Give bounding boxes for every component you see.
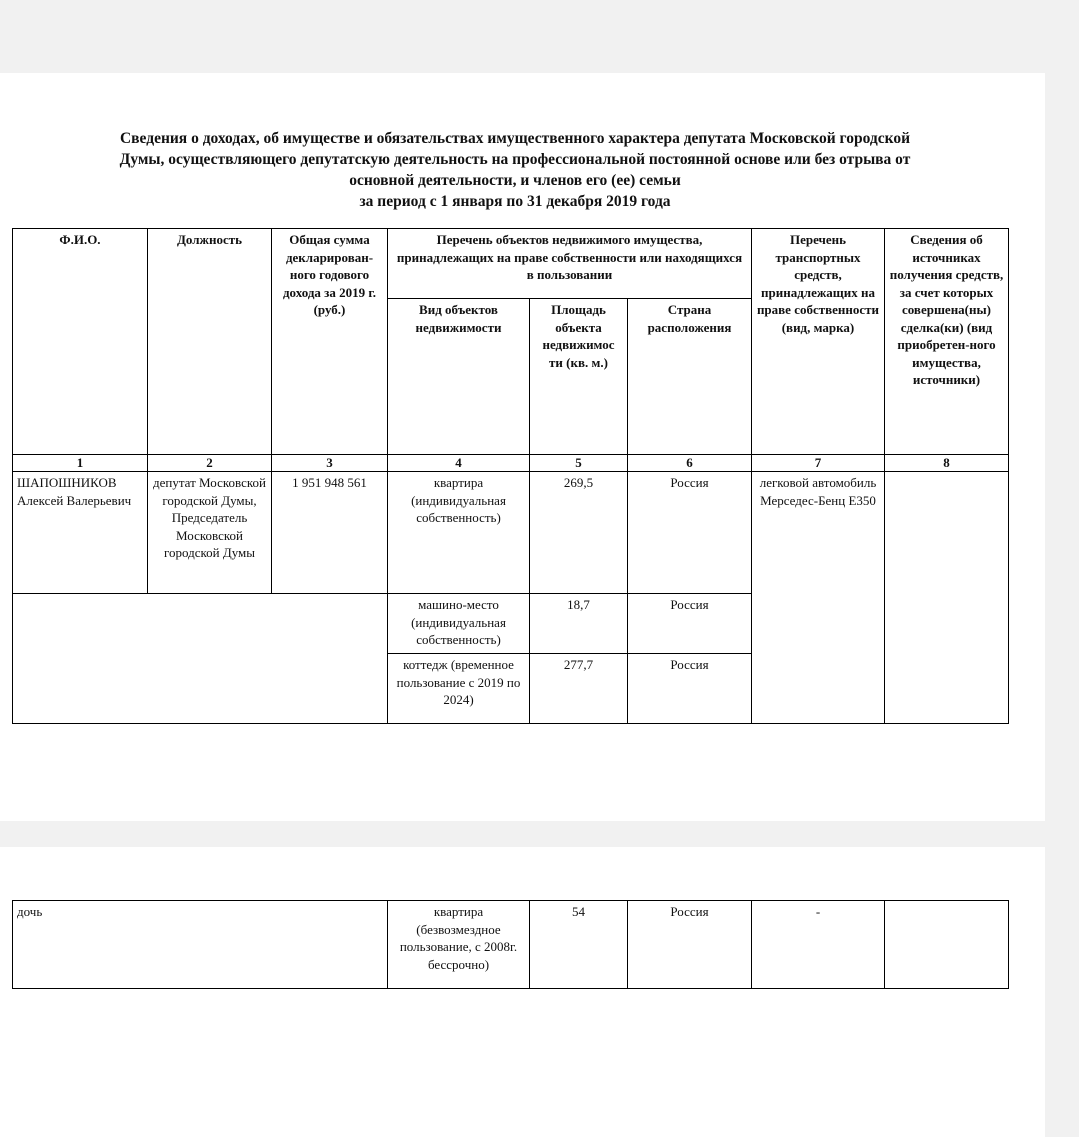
empty-cell — [13, 594, 388, 724]
header-row-1 — [13, 229, 1009, 299]
column-numbers-row — [13, 455, 1009, 472]
daughter-vehicle: - — [752, 901, 885, 989]
document-title — [30, 128, 1000, 212]
daughter-relation: дочь — [13, 901, 388, 989]
column-number: 5 — [530, 455, 628, 472]
realty-area: 54 — [530, 901, 628, 989]
column-number: 2 — [148, 455, 272, 472]
column-number: 7 — [752, 455, 885, 472]
document-page-1 — [0, 73, 1045, 821]
declaration-table — [12, 228, 1009, 724]
deputy-sources — [885, 472, 1009, 724]
column-number: 6 — [628, 455, 752, 472]
table-row — [13, 472, 1009, 594]
realty-type: коттедж (временное пользование с 2019 по 2024) — [388, 654, 530, 724]
realty-country: Россия — [628, 594, 752, 654]
title-line-3: основной деятельности, и членов его (ее) семьи — [349, 172, 681, 189]
header-realty-type: Вид объектов недвижимости — [388, 299, 530, 455]
document-page-2 — [0, 847, 1045, 1137]
declaration-table-continued — [12, 900, 1009, 989]
realty-area: 18,7 — [530, 594, 628, 654]
title-line-2: Думы, осуществляющего депутатскую деятельность на профессиональной постоянной основе или без отрыва от — [119, 151, 911, 168]
deputy-income: 1 951 948 561 — [272, 472, 388, 594]
realty-area: 269,5 — [530, 472, 628, 594]
column-number: 8 — [885, 455, 1009, 472]
title-line-1: Сведения о доходах, об имуществе и обязательствах имущественного характера депутата Московской городской — [119, 130, 911, 147]
header-realty-country: Страна расположения — [628, 299, 752, 455]
realty-type: машино-место (индивидуальная собственность) — [388, 594, 530, 654]
header-fio: Ф.И.О. — [13, 229, 148, 455]
daughter-sources — [885, 901, 1009, 989]
realty-country: Россия — [628, 901, 752, 989]
deputy-vehicle: легковой автомобиль Мерседес-Бенц Е350 — [752, 472, 885, 724]
realty-type: квартира (безвозмездное пользование, с 2008г. бессрочно) — [388, 901, 530, 989]
header-sources: Сведения об источниках получения средств, за счет которых совершена(ны) сделка(ки) (вид приобретен-ного имущества, источники) — [885, 229, 1009, 455]
header-vehicles: Перечень транспортных средств, принадлежащих на праве собственности (вид, марка) — [752, 229, 885, 455]
realty-country: Россия — [628, 472, 752, 594]
header-realty: Перечень объектов недвижимого имущества, принадлежащих на праве собственности или находящихся в пользовании — [388, 229, 752, 299]
realty-type: квартира (индивидуальная собственность) — [388, 472, 530, 594]
title-line-4: за период с 1 января по 31 декабря 2019 года — [359, 193, 671, 210]
deputy-surname: ШАПОШНИКОВ — [17, 475, 117, 490]
deputy-position: депутат Московской городской Думы, Председатель Московской городской Думы — [148, 472, 272, 594]
column-number: 1 — [13, 455, 148, 472]
header-realty-area: Площадь объекта недвижимос ти (кв. м.) — [530, 299, 628, 455]
column-number: 3 — [272, 455, 388, 472]
deputy-name-cell — [13, 472, 148, 594]
header-position: Должность — [148, 229, 272, 455]
column-number: 4 — [388, 455, 530, 472]
table-row — [13, 901, 1009, 989]
deputy-given-names: Алексей Валерьевич — [17, 492, 132, 508]
realty-country: Россия — [628, 654, 752, 724]
realty-area: 277,7 — [530, 654, 628, 724]
header-income: Общая сумма декларирован-ного годового дохода за 2019 г. (руб.) — [272, 229, 388, 455]
